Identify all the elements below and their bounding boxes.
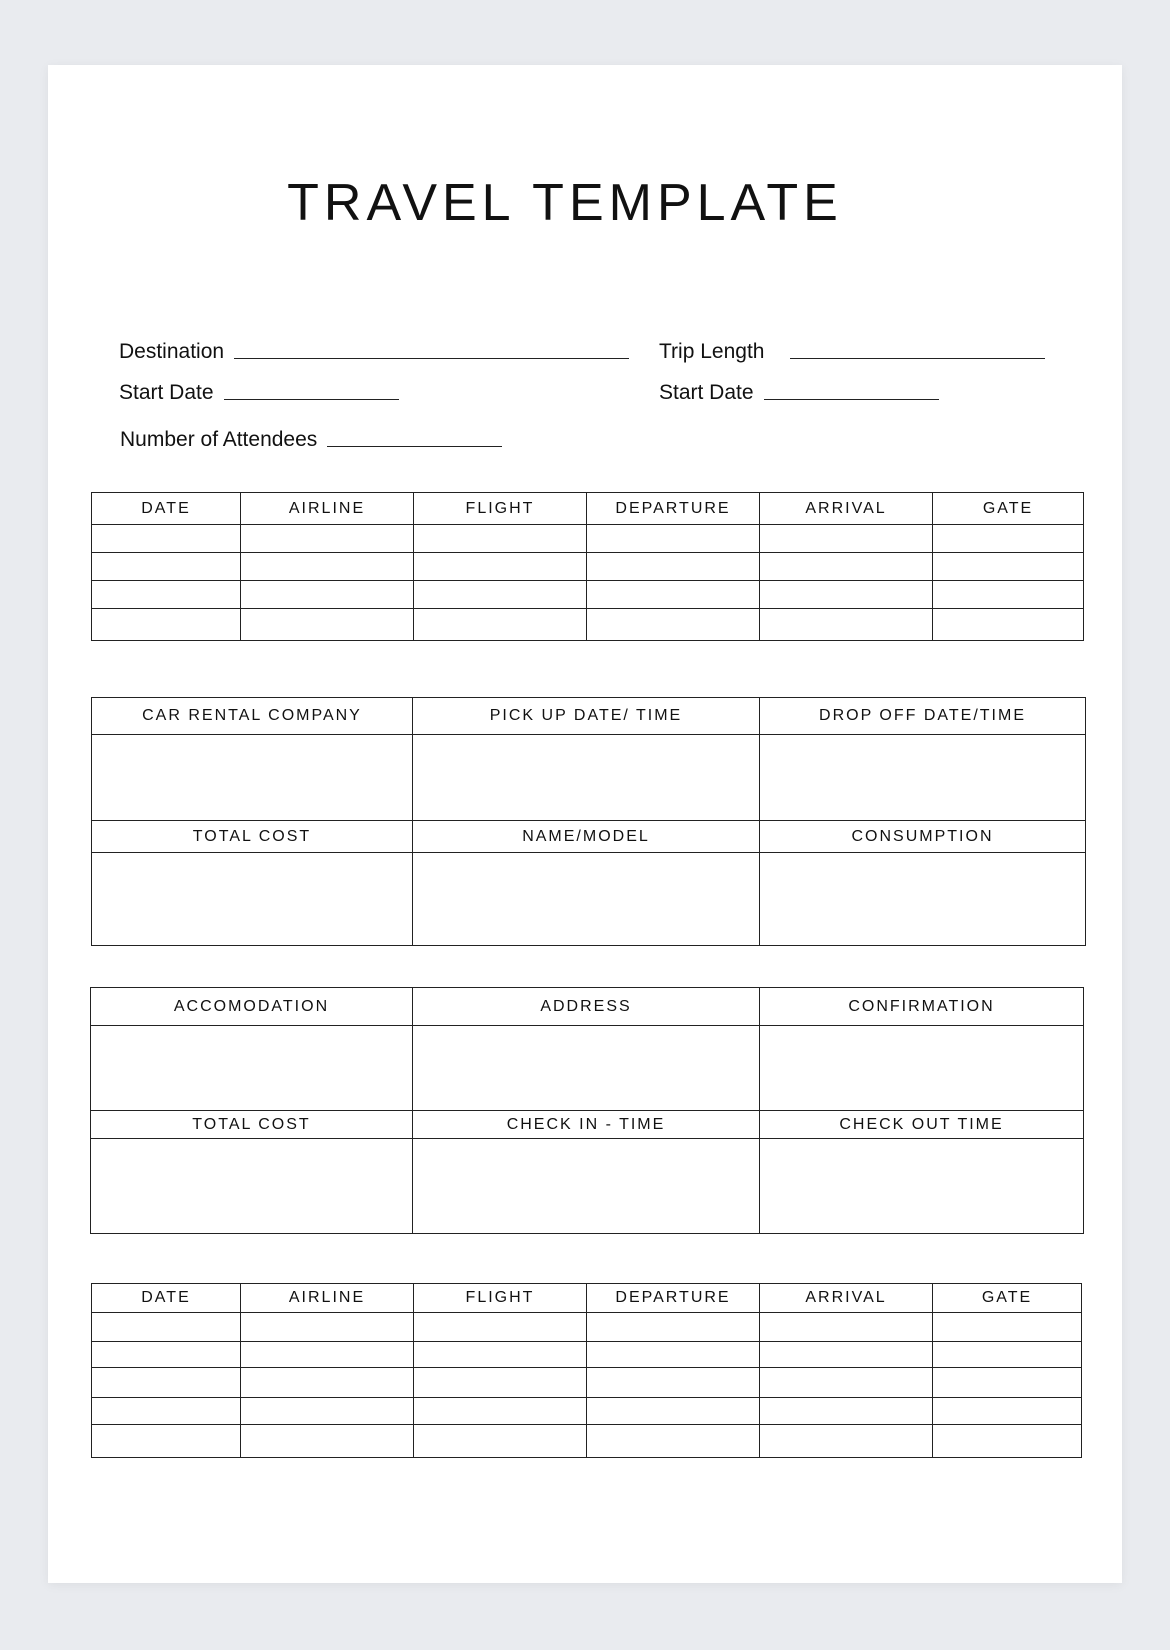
col-airline: AIRLINE — [241, 493, 414, 525]
col-departure: DEPARTURE — [587, 493, 760, 525]
destination-line[interactable] — [234, 357, 629, 359]
col-flight: FLIGHT — [414, 1284, 587, 1313]
col-arrival: ARRIVAL — [760, 1284, 933, 1313]
trip-length-line[interactable] — [790, 357, 1045, 359]
col-address: ADDRESS — [413, 988, 760, 1026]
attendees-line[interactable] — [327, 445, 502, 447]
col-pick-up: PICK UP DATE/ TIME — [413, 698, 760, 735]
start-date-line-2[interactable] — [764, 398, 939, 400]
start-date-field[interactable] — [119, 381, 399, 405]
col-gate: GATE — [933, 493, 1084, 525]
col-gate: GATE — [933, 1284, 1082, 1313]
destination-field[interactable] — [119, 340, 629, 364]
col-consumption: CONSUMPTION — [760, 821, 1086, 853]
table-row[interactable] — [91, 1026, 1084, 1111]
trip-length-field[interactable] — [659, 340, 1045, 364]
accommodation-table — [90, 987, 1084, 1234]
start-date-label-2: Start Date — [659, 381, 754, 404]
col-check-in: CHECK IN - TIME — [413, 1111, 760, 1139]
template-page — [48, 65, 1122, 1583]
col-accommodation: ACCOMODATION — [91, 988, 413, 1026]
col-airline: AIRLINE — [241, 1284, 414, 1313]
car-rental-table — [91, 697, 1086, 946]
table-row[interactable] — [92, 853, 1086, 946]
car-header-row-1 — [92, 698, 1086, 735]
flight-table-2 — [91, 1283, 1082, 1458]
col-total-cost: TOTAL COST — [91, 1111, 413, 1139]
col-flight: FLIGHT — [414, 493, 587, 525]
col-confirmation: CONFIRMATION — [760, 988, 1084, 1026]
accommodation-header-row-2 — [91, 1111, 1084, 1139]
table-row[interactable] — [92, 581, 1084, 609]
page-title: TRAVEL TEMPLATE — [287, 174, 843, 232]
table-row[interactable] — [92, 1425, 1082, 1458]
table-row[interactable] — [92, 553, 1084, 581]
col-total-cost: TOTAL COST — [92, 821, 413, 853]
col-name-model: NAME/MODEL — [413, 821, 760, 853]
start-date-label: Start Date — [119, 381, 214, 404]
col-departure: DEPARTURE — [587, 1284, 760, 1313]
flight-table-1 — [91, 492, 1084, 641]
table-row[interactable] — [91, 1139, 1084, 1234]
attendees-field[interactable] — [120, 428, 502, 452]
table-row[interactable] — [92, 735, 1086, 821]
start-date-line[interactable] — [224, 398, 399, 400]
table-row[interactable] — [92, 1342, 1082, 1368]
trip-length-label: Trip Length — [659, 340, 765, 363]
col-date: DATE — [92, 1284, 241, 1313]
table-row[interactable] — [92, 1368, 1082, 1398]
col-car-rental-company: CAR RENTAL COMPANY — [92, 698, 413, 735]
attendees-label: Number of Attendees — [120, 428, 318, 451]
col-date: DATE — [92, 493, 241, 525]
table-row[interactable] — [92, 1398, 1082, 1425]
col-check-out: CHECK OUT TIME — [760, 1111, 1084, 1139]
accommodation-header-row-1 — [91, 988, 1084, 1026]
col-arrival: ARRIVAL — [760, 493, 933, 525]
table-header-row — [92, 1284, 1082, 1313]
col-drop-off: DROP OFF DATE/TIME — [760, 698, 1086, 735]
car-header-row-2 — [92, 821, 1086, 853]
start-date-field-2[interactable] — [659, 381, 939, 405]
destination-label: Destination — [119, 340, 225, 363]
table-header-row — [92, 493, 1084, 525]
table-row[interactable] — [92, 525, 1084, 553]
table-row[interactable] — [92, 609, 1084, 641]
table-row[interactable] — [92, 1313, 1082, 1342]
